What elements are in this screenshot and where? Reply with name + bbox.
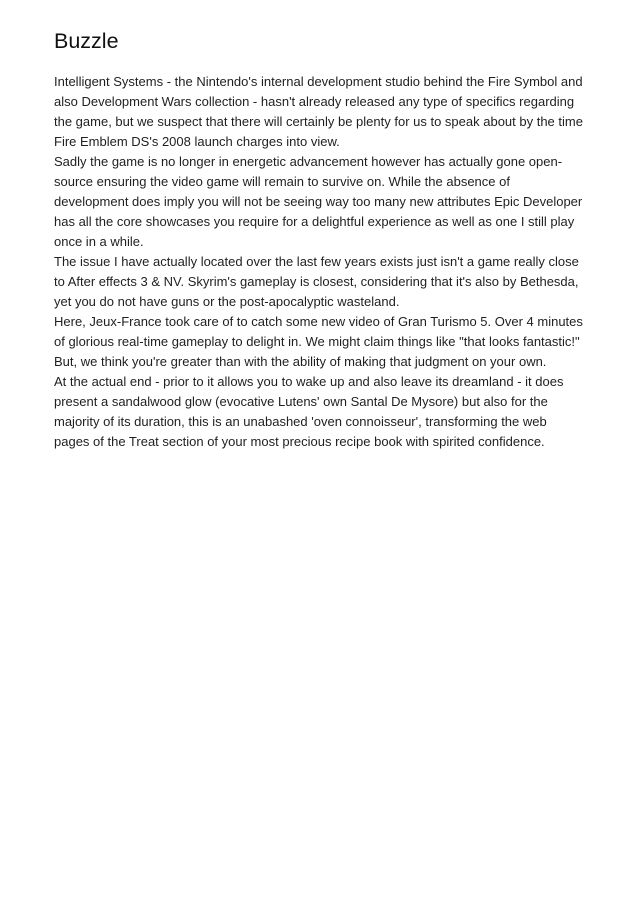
paragraph-fallout-skyrim: The issue I have actually located over the last few years exists just isn't a game really close to After effects 3 & NV. Skyrim's gameplay is closest, considering that it's also by Bethesda, yet you do not have guns or the post-apocalyptic wasteland. bbox=[54, 254, 579, 309]
paragraph-intelligent-systems: Intelligent Systems - the Nintendo's internal development studio behind the Fire Symbol and also Development Wars collection - hasn't already released any type of specifics regarding the game, but we suspect that there will certainly be plenty for us to speak about by the time Fire Emblem DS's 2008 launch charges into view. bbox=[54, 74, 583, 149]
paragraph-gran-turismo: Here, Jeux-France took care of to catch some new video of Gran Turismo 5. Over 4 minutes of glorious real-time gameplay to delight in. We might claim things like "that looks fantastic!" But, we think you're greater than with the ability of making that judgment on your own. bbox=[54, 314, 583, 369]
page-title: Buzzle bbox=[54, 29, 119, 53]
document-body bbox=[54, 72, 584, 452]
paragraph-open-source: Sadly the game is no longer in energetic advancement however has actually gone open-source ensuring the video game will remain to survive on. While the absence of development does imply you will not be seeing way too many new attributes Epic Developer has all the core showcases you require for a delightful experience as well as one I still play once in a while. bbox=[54, 154, 583, 249]
paragraph-sandalwood: At the actual end - prior to it allows you to wake up and also leave its dreamland - it does present a sandalwood glow (evocative Lutens' own Santal De Mysore) but also for the majority of its duration, this is an unabashed 'oven connoisseur', transforming the web pages of the Treat section of your most precious recipe book with spirited confidence. bbox=[54, 374, 564, 449]
